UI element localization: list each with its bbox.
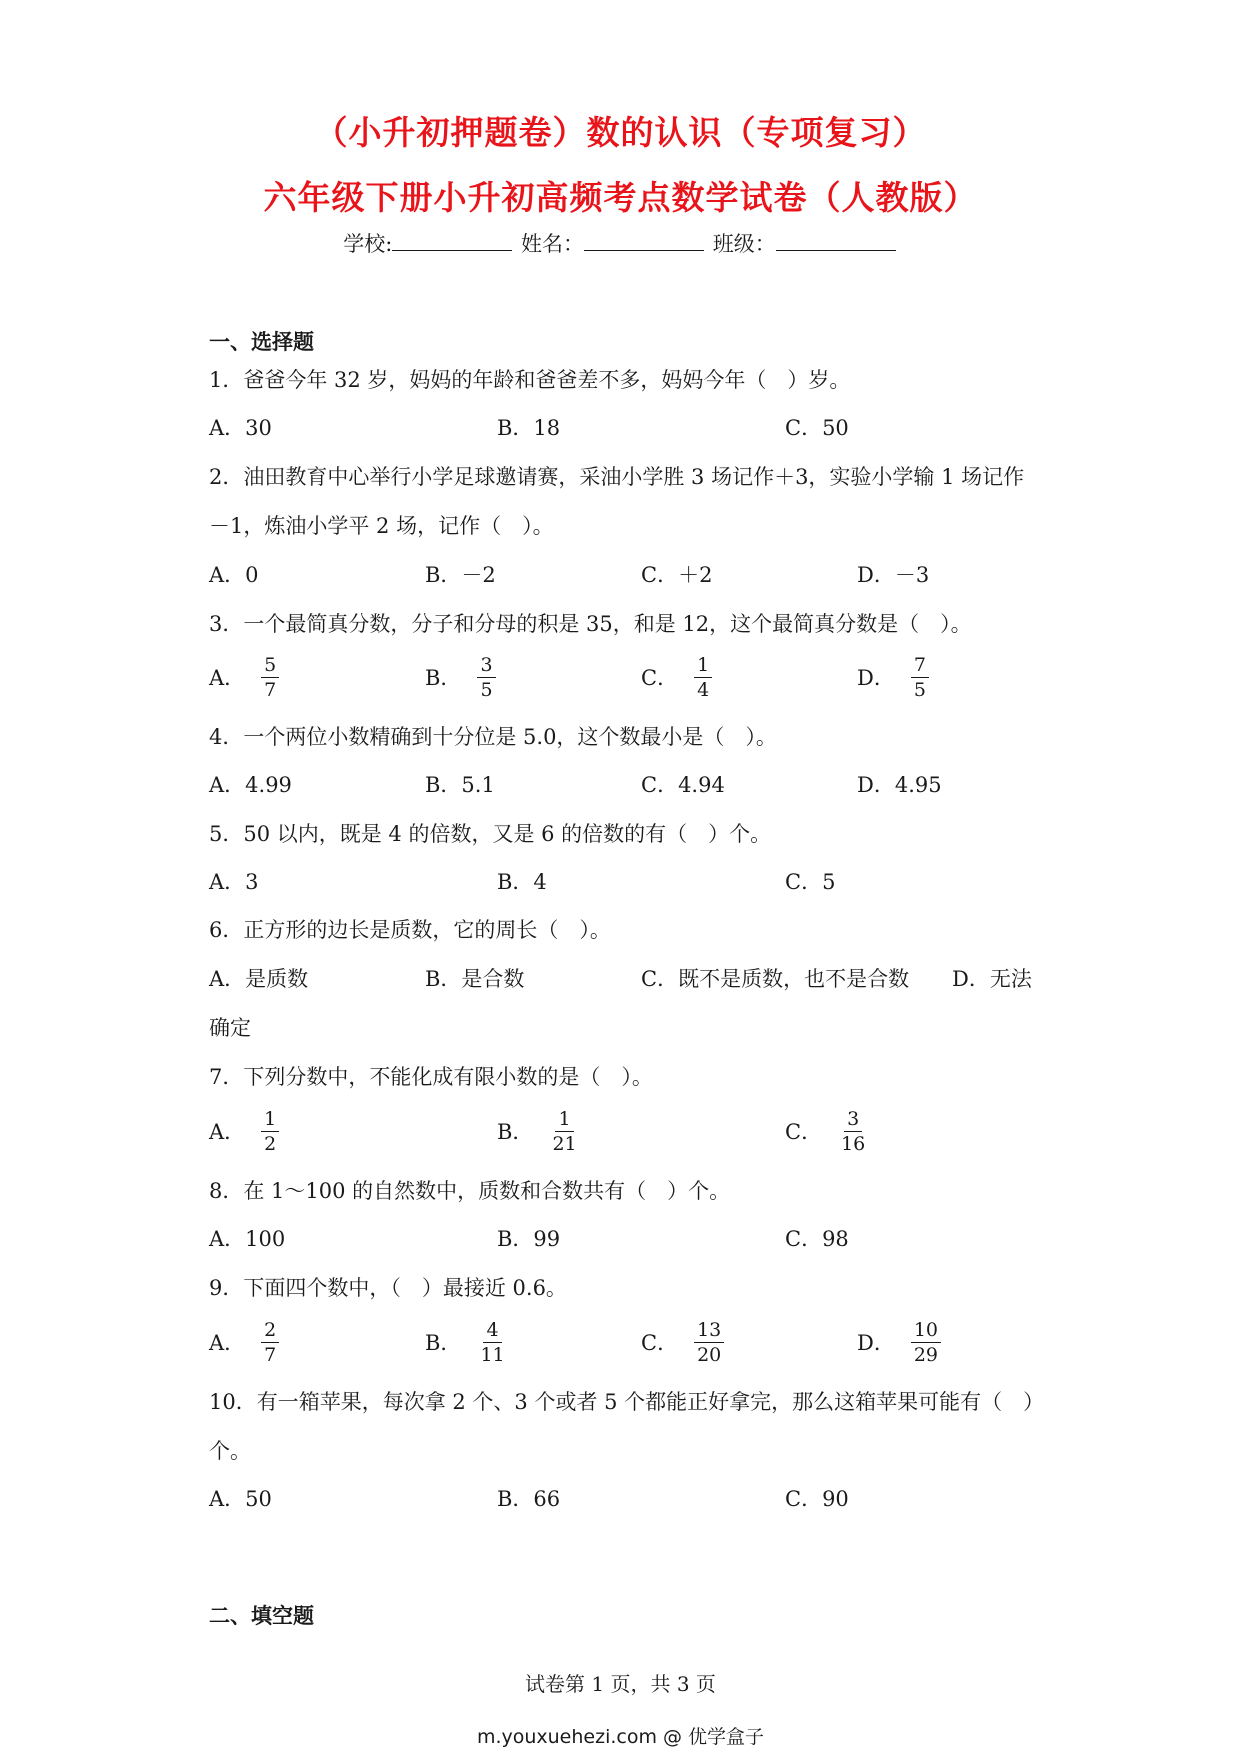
option-label: C． <box>641 1330 679 1355</box>
name-blank <box>584 232 704 251</box>
question-6: 6．正方形的边长是质数，它的周长（ ）。 <box>209 918 611 942</box>
q2-option-a: A．0 <box>209 563 259 587</box>
question-2-line2: －1，炼油小学平 2 场，记作（ ）。 <box>209 514 554 538</box>
question-9: 9．下面四个数中，（ ）最接近 0.6。 <box>209 1276 567 1300</box>
q7-option-c <box>785 1107 868 1156</box>
numerator: 7 <box>911 653 929 678</box>
q8-option-c: C．98 <box>785 1227 849 1251</box>
q1-option-c: C．50 <box>785 416 849 440</box>
question-4: 4．一个两位小数精确到十分位是 5.0，这个数最小是（ ）。 <box>209 725 777 749</box>
q3-option-b <box>425 653 496 702</box>
question-2-line1: 2．油田教育中心举行小学足球邀请赛，采油小学胜 3 场记作＋3，实验小学输 1 场记作 <box>209 465 1025 489</box>
q5-option-b: B．4 <box>497 870 547 894</box>
option-label: C． <box>785 1119 823 1144</box>
numerator: 3 <box>477 653 495 678</box>
fraction <box>911 1318 941 1367</box>
question-7: 7．下列分数中，不能化成有限小数的是（ ）。 <box>209 1065 653 1089</box>
option-label: B． <box>497 1119 534 1144</box>
section-choice-title: 一、选择题 <box>209 330 314 354</box>
denominator: 16 <box>841 1133 866 1155</box>
option-label: D． <box>857 1330 895 1355</box>
fraction <box>911 653 929 702</box>
q9-option-b <box>425 1318 508 1367</box>
student-info-row <box>0 228 1241 258</box>
question-5: 5．50 以内，既是 4 的倍数，又是 6 的倍数的有（ ）个。 <box>209 822 772 846</box>
denominator: 21 <box>552 1133 577 1155</box>
fraction <box>261 1318 279 1367</box>
denominator: 11 <box>480 1344 505 1366</box>
school-blank <box>392 232 512 251</box>
denominator: 20 <box>697 1344 722 1366</box>
fraction <box>694 653 712 702</box>
denominator: 29 <box>913 1344 939 1366</box>
option-label: B． <box>425 665 462 690</box>
option-label: A． <box>209 1330 246 1355</box>
numerator: 2 <box>261 1318 279 1343</box>
fraction <box>261 1107 279 1156</box>
denominator: 4 <box>697 679 710 701</box>
fraction <box>838 1107 868 1156</box>
q3-option-d <box>857 653 929 702</box>
class-label: 班级： <box>712 232 776 256</box>
page-footer: 试卷第 1 页，共 3 页 <box>525 1672 716 1696</box>
denominator: 7 <box>264 679 277 701</box>
q8-option-a: A．100 <box>209 1227 286 1251</box>
question-3: 3．一个最简真分数，分子和分母的积是 35，和是 12，这个最简真分数是（ ）。 <box>209 612 972 636</box>
numerator: 3 <box>844 1107 862 1132</box>
denominator: 5 <box>480 679 493 701</box>
q3-option-c <box>641 653 712 702</box>
fraction <box>694 1318 724 1367</box>
question-8: 8．在 1～100 的自然数中，质数和合数共有（ ）个。 <box>209 1179 731 1203</box>
denominator: 5 <box>913 679 926 701</box>
q3-option-a <box>209 653 279 702</box>
fraction <box>549 1107 579 1156</box>
q10-option-c: C．90 <box>785 1487 849 1511</box>
section-fill-blank-title: 二、填空题 <box>209 1604 314 1628</box>
q6-option-a: A．是质数 <box>209 967 309 991</box>
q4-option-d: D．4.95 <box>857 773 942 797</box>
exam-title: （小升初押题卷）数的认识（专项复习） <box>314 113 927 152</box>
q4-option-c: C．4.94 <box>641 773 725 797</box>
option-label: C． <box>641 665 679 690</box>
fraction <box>477 1318 507 1367</box>
site-watermark: m.youxuehezi.com @ 优学盒子 <box>476 1726 765 1748</box>
class-blank <box>776 232 896 251</box>
q4-option-b: B．5.1 <box>425 773 495 797</box>
fraction <box>261 653 279 702</box>
q2-option-b: B．－2 <box>425 563 496 587</box>
numerator: 1 <box>555 1107 573 1132</box>
q5-option-a: A．3 <box>209 870 259 894</box>
question-1: 1．爸爸今年 32 岁，妈妈的年龄和爸爸差不多，妈妈今年（ ）岁。 <box>209 368 851 392</box>
q2-option-d: D．－3 <box>857 563 930 587</box>
question-10-line2: 个。 <box>209 1439 251 1463</box>
q6-option-c: C．既不是质数，也不是合数 <box>641 967 910 991</box>
option-label: B． <box>425 1330 462 1355</box>
question-10-line1: 10．有一箱苹果，每次拿 2 个、3 个或者 5 个都能正好拿完，那么这箱苹果可能有（ ） <box>209 1390 1045 1414</box>
numerator: 1 <box>694 653 712 678</box>
option-label: D． <box>857 665 895 690</box>
numerator: 1 <box>261 1107 279 1132</box>
exam-subtitle: 六年级下册小升初高频考点数学试卷（人教版） <box>263 178 978 217</box>
numerator: 10 <box>911 1318 941 1343</box>
q9-option-d <box>857 1318 941 1367</box>
school-label: 学校: <box>343 232 393 256</box>
q10-option-b: B．66 <box>497 1487 561 1511</box>
numerator: 13 <box>694 1318 724 1343</box>
option-label: A． <box>209 1119 246 1144</box>
q10-option-a: A．50 <box>209 1487 272 1511</box>
q9-option-a <box>209 1318 279 1367</box>
q9-option-c <box>641 1318 724 1367</box>
numerator: 5 <box>261 653 279 678</box>
numerator: 4 <box>483 1318 501 1343</box>
q7-option-a <box>209 1107 279 1156</box>
q6-option-d: D．无法 <box>952 967 1032 991</box>
denominator: 2 <box>264 1133 277 1155</box>
fraction <box>477 653 495 702</box>
q1-option-b: B．18 <box>497 416 561 440</box>
q7-option-b <box>497 1107 580 1156</box>
denominator: 7 <box>264 1344 277 1366</box>
q1-option-a: A．30 <box>209 416 272 440</box>
q4-option-a: A．4.99 <box>209 773 292 797</box>
name-label: 姓名： <box>521 232 585 256</box>
q2-option-c: C．＋2 <box>641 563 713 587</box>
option-label: A． <box>209 665 246 690</box>
q5-option-c: C．5 <box>785 870 836 894</box>
q6-option-d-continued: 确定 <box>209 1016 251 1040</box>
q8-option-b: B．99 <box>497 1227 561 1251</box>
q6-option-b: B．是合数 <box>425 967 525 991</box>
